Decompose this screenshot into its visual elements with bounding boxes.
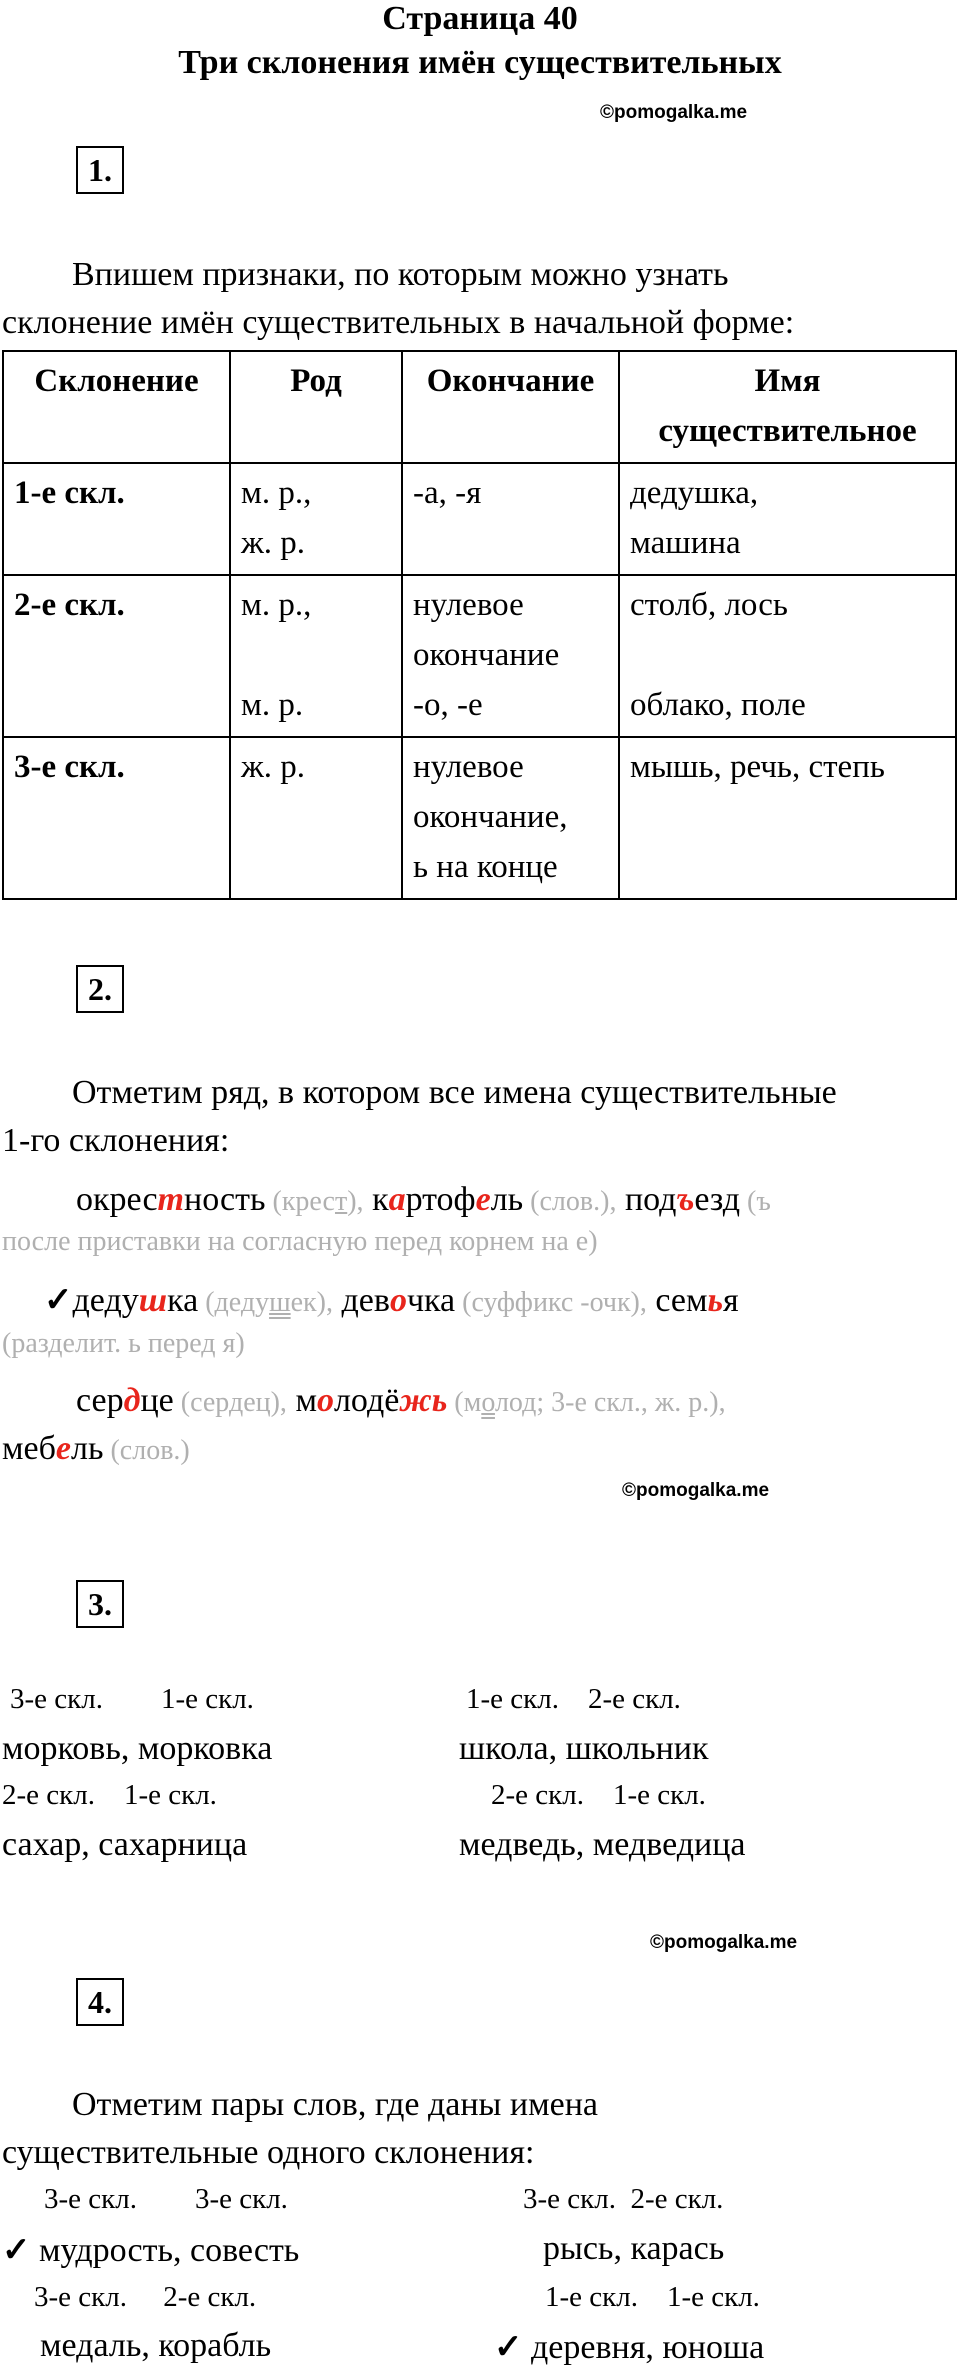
declension-labels: 3-е скл. 1-е скл. (10, 1683, 254, 1715)
hint: (ъ (740, 1186, 771, 1217)
task4-intro-line2: существительные одного склонения: (2, 2134, 535, 2171)
word-pair-checked (2, 2230, 299, 2270)
task4-intro-line1: Отметим пары слов, где даны имена (72, 2086, 598, 2123)
hint: (сер (173, 1387, 229, 1418)
ending-line: нулевое (413, 587, 524, 623)
hint-underlined: о (481, 1387, 495, 1418)
watermark: ©pomogalka.me (622, 1480, 770, 1501)
ending-cell (402, 575, 619, 737)
highlight-letter: д (123, 1382, 141, 1419)
hint: (крес (265, 1186, 335, 1217)
decl-cell: 3-е скл. (3, 737, 230, 899)
gender-cell (230, 737, 402, 899)
noun-line: столб, лось (630, 587, 788, 623)
word-part: м (286, 1382, 317, 1419)
word-pair: медаль, корабль (40, 2327, 272, 2364)
gender-cell (230, 463, 402, 575)
noun-line: облако, поле (630, 687, 806, 723)
highlight-letter: е (475, 1181, 491, 1218)
hint-underlined: т (334, 1186, 348, 1217)
header-cell: Имя существительное (619, 351, 956, 463)
word-part: дев (332, 1282, 390, 1319)
word-part: чка (406, 1282, 456, 1319)
declension-table (2, 350, 957, 900)
declension-labels: 3-е скл. 2-е скл. (523, 2183, 724, 2215)
hint: (слов.), (523, 1186, 617, 1217)
task-number: 3. (76, 1580, 124, 1628)
word-part: сер (76, 1382, 124, 1419)
task2-intro-line1: Отметим ряд, в котором все имена существительные (72, 1074, 837, 1111)
word-part: сем (646, 1282, 708, 1319)
declension-labels: 3-е скл. 3-е скл. (44, 2183, 288, 2215)
word-part: под (616, 1181, 677, 1218)
highlight-letter: а (388, 1181, 406, 1218)
ending-line: окончание, (413, 799, 568, 835)
ending-line: -а, -я (413, 475, 482, 511)
hint-underlined: д (228, 1387, 244, 1418)
watermark: ©pomogalka.me (600, 102, 748, 123)
hint: (суффикс -очк), (455, 1287, 647, 1318)
highlight-letter: жь (399, 1382, 448, 1419)
hint-line: после приставки на согласную перед корнем на е) (2, 1226, 598, 1257)
highlight-letter: ь (707, 1282, 724, 1319)
word-part: ртоф (405, 1181, 476, 1218)
watermark: ©pomogalka.me (650, 1932, 798, 1953)
header-cell: Окончание (402, 351, 619, 463)
word-part: я (723, 1282, 739, 1319)
word-pair: рысь, карась (543, 2230, 725, 2267)
ending-line: -о, -е (413, 687, 483, 723)
check-icon: ✓ (494, 2329, 523, 2366)
decl-cell: 2-е скл. (3, 575, 230, 737)
highlight-letter: ъ (676, 1181, 695, 1218)
highlight-letter: е (55, 1430, 71, 1467)
ending-cell (402, 463, 619, 575)
word-part: окрес (76, 1181, 158, 1218)
word-part: це (140, 1382, 174, 1419)
noun-line: мышь, речь, степь (630, 749, 885, 785)
hint-line: (разделит. ь перед я) (2, 1328, 245, 1359)
gender-line: м. р. (241, 687, 304, 723)
word-pair: сахар, сахарница (2, 1826, 248, 1863)
ending-cell (402, 737, 619, 899)
word-pair: мудрость, совесть (30, 2232, 300, 2269)
table-row (3, 463, 956, 575)
hint: (слов.) (103, 1435, 190, 1466)
ending-line: нулевое (413, 749, 524, 785)
option-row-1 (76, 1175, 771, 1225)
word-part: деду (72, 1282, 139, 1319)
nouns-cell (619, 575, 956, 737)
highlight-letter: т (157, 1181, 184, 1218)
declension-labels: 2-е скл. 1-е скл. (2, 1779, 217, 1811)
task1-intro-line2: склонение имён существительных в начальной форме: (2, 304, 795, 341)
word-part: ль (490, 1181, 524, 1218)
hint: ец), (243, 1387, 287, 1418)
hint: (м (447, 1387, 482, 1418)
check-icon: ✓ (44, 1282, 73, 1319)
word-part: ность (184, 1181, 266, 1218)
option-row-2 (44, 1276, 739, 1326)
highlight-letter: о (316, 1382, 334, 1419)
gender-cell (230, 575, 402, 737)
task1-intro-line1: Впишем признаки, по которым можно узнать (72, 256, 729, 293)
option-row-3-cont (2, 1424, 190, 1474)
task-number: 2. (76, 965, 124, 1013)
noun-line: машина (630, 525, 741, 561)
table-row (3, 737, 956, 899)
declension-labels: 1-е скл. 1-е скл. (545, 2281, 760, 2313)
noun-line: дедушка, (630, 475, 759, 511)
gender-line: ж. р. (241, 749, 306, 785)
page-title: Страница 40 (382, 0, 578, 37)
gender-line: ж. р. (241, 525, 306, 561)
hint: ), (347, 1186, 364, 1217)
page-subtitle: Три склонения имён существительных (178, 44, 782, 81)
declension-labels: 3-е скл. 2-е скл. (34, 2281, 257, 2313)
hint-underlined: ш (269, 1287, 291, 1318)
ending-line: ь на конце (413, 849, 558, 885)
spacer (630, 630, 945, 680)
hint: лод; 3-е скл., ж. р.), (494, 1387, 726, 1418)
gender-line: м. р., (241, 475, 312, 511)
word-part: меб (2, 1430, 56, 1467)
header-cell: Род (230, 351, 402, 463)
highlight-letter: ш (138, 1282, 168, 1319)
word-pair: морковь, морковка (2, 1730, 273, 1767)
word-pair: медведь, медведица (459, 1826, 746, 1863)
word-pair-checked (494, 2327, 764, 2367)
option-row-3 (76, 1376, 726, 1426)
table-header-row (3, 351, 956, 463)
table-row (3, 575, 956, 737)
check-icon: ✓ (2, 2232, 31, 2269)
header-cell: Склонение (3, 351, 230, 463)
word-part: лодё (333, 1382, 400, 1419)
nouns-cell (619, 737, 956, 899)
task-number: 4. (76, 1978, 124, 2026)
word-pair: школа, школьник (459, 1730, 709, 1767)
ending-line: окончание (413, 637, 560, 673)
word-part: ль (71, 1430, 104, 1467)
task-number: 1. (76, 146, 124, 194)
spacer (241, 630, 391, 680)
nouns-cell (619, 463, 956, 575)
hint: ек), (290, 1287, 333, 1318)
declension-labels: 1-е скл. 2-е скл. (466, 1683, 681, 1715)
word-pair: деревня, юноша (522, 2329, 765, 2366)
word-part: к (363, 1181, 389, 1218)
decl-cell: 1-е скл. (3, 463, 230, 575)
task2-intro-line2: 1-го склонения: (2, 1122, 230, 1159)
word-part: езд (694, 1181, 741, 1218)
highlight-letter: о (389, 1282, 407, 1319)
hint: (деду (198, 1287, 270, 1318)
declension-labels: 2-е скл. 1-е скл. (491, 1779, 706, 1811)
word-part: ка (167, 1282, 199, 1319)
gender-line: м. р., (241, 587, 312, 623)
